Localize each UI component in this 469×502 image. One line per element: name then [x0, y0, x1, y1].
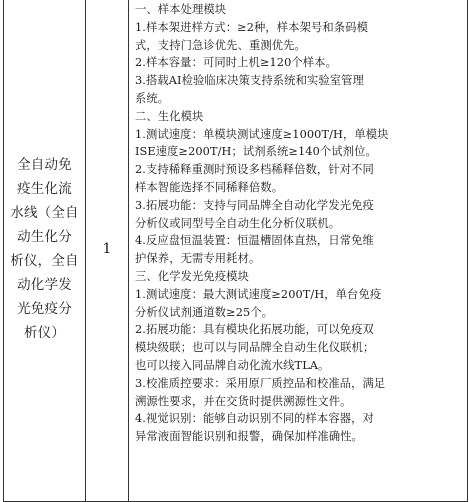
spec-line: 3.拓展功能：支持与同品牌全自动化学发光免疫 [135, 198, 374, 212]
spec-line: 4.反应盘恒温装置：恒温槽固体直热，日常免维 [135, 234, 374, 248]
quantity-cell [86, 0, 129, 502]
quantity-value: 1 [102, 241, 112, 257]
name-line: 动生化分 [17, 229, 72, 245]
name-line: 析仪，全自 [10, 253, 79, 269]
spec-line: 4.视觉识别：能够自动识别不同的样本容器，对 [135, 412, 374, 426]
spec-line: 系统。 [135, 91, 170, 105]
spec-line: 3.搭载AI检验临床决策支持系统和实验室管理 [135, 74, 364, 88]
name-line: 疫生化流 [17, 181, 72, 197]
name-line: 全自动免 [17, 157, 72, 173]
spec-line: 2.拓展功能：具有模块化拓展功能，可以免疫双 [135, 323, 374, 337]
section-heading: 一、样本处理模块 [135, 3, 227, 16]
spec-line: 式，支持门急诊优先、重测优先。 [135, 38, 306, 52]
table-row [4, 0, 468, 502]
spec-line: 3.校准质控要求：采用原厂质控品和校准品，满足 [135, 376, 386, 390]
spec-line: 分析仪或同型号全自动生化分析仪联机。 [135, 216, 341, 230]
spec-line: 护保养，无需专用耗材。 [135, 252, 261, 266]
spec-line: ISE速度≥200T/H；试剂系统≥140个试剂位。 [135, 145, 377, 159]
spec-line: 样本智能选择不同稀释倍数。 [135, 180, 284, 194]
name-line: 水线（全自 [10, 205, 79, 221]
spec-text [129, 0, 467, 446]
spec-line: 1.样本架进样方式：≥2种，样本架号和条码模 [135, 20, 368, 34]
name-line: 动化学发 [17, 277, 72, 293]
spec-line: 2.样本容量：可同时上机≥120个样本。 [135, 56, 337, 70]
spec-table [3, 0, 468, 502]
product-name-cell [4, 0, 86, 502]
name-line: 析仪） [23, 325, 66, 341]
section-heading: 二、生化模块 [135, 109, 204, 123]
spec-line: 也可以接入同品牌自动化流水线TLA。 [135, 358, 330, 372]
spec-line: 模块级联；也可以与同品牌全自动生化仪联机； [135, 341, 375, 355]
spec-line: 1.测试速度：最大测试速度≥200T/H，单台免疫 [135, 287, 382, 301]
product-name [4, 153, 85, 345]
spec-line: 1.测试速度：单模块测试速度≥1000T/H，单模块 [135, 127, 389, 141]
spec-line: 溯源性要求，并在交货时提供溯源性文件。 [135, 394, 352, 408]
spec-cell [129, 0, 468, 502]
name-line: 光免疫分 [17, 301, 72, 317]
section-heading: 三、化学发光免疫模块 [135, 269, 249, 283]
spec-line: 2.支持稀释重测时预设多档稀释倍数，针对不同 [135, 163, 374, 177]
spec-line: 分析仪试剂通道数≥25个。 [135, 305, 274, 319]
spec-line: 异常液面智能识别和报警，确保加样准确性。 [135, 430, 363, 444]
